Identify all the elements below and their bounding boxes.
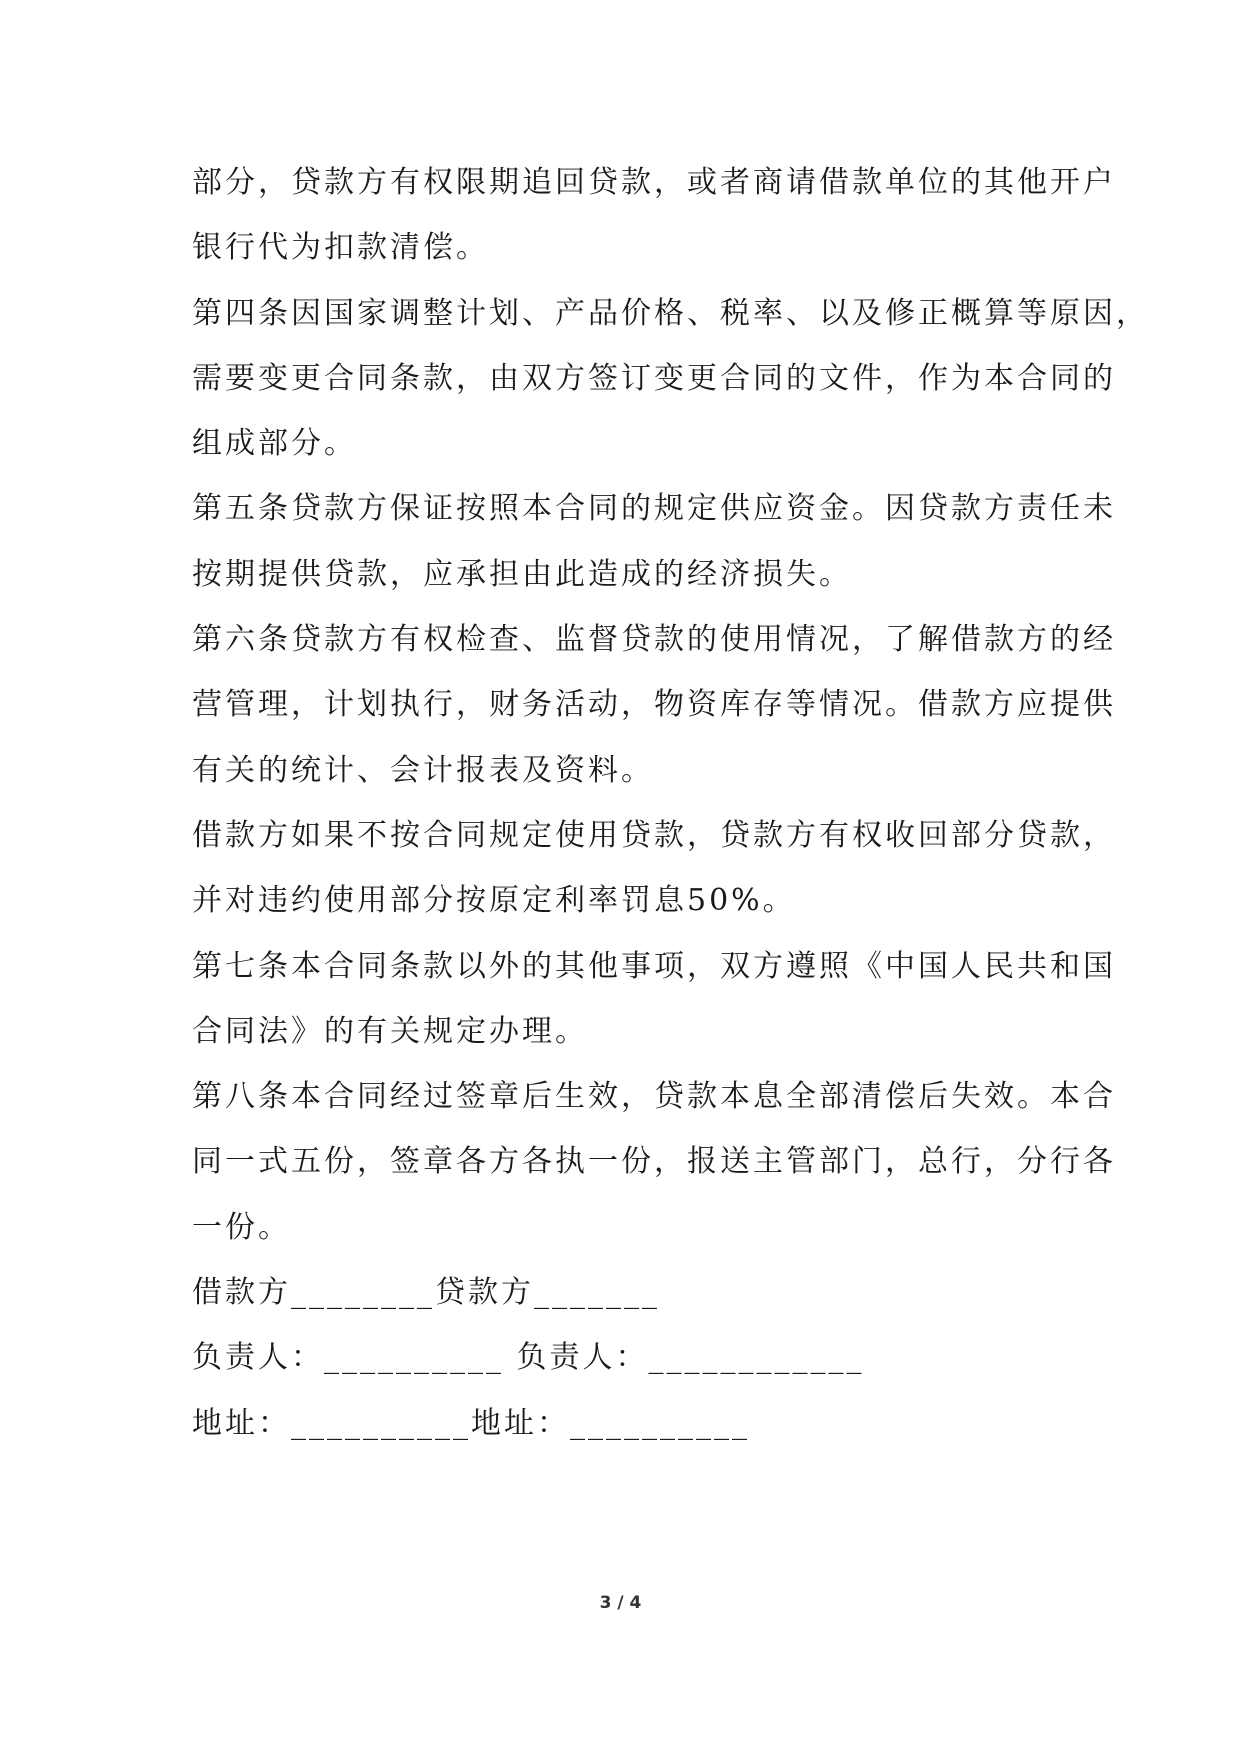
signature-line-parties: 借款方________贷款方_______ <box>192 1275 660 1311</box>
text-line: 第四条因国家调整计划、产品价格、税率、以及修正概算等原因， <box>192 295 1149 331</box>
text-line: 第七条本合同条款以外的其他事项，双方遵照《中国人民共和国 <box>192 948 1116 984</box>
page-number: 3 / 4 <box>599 1593 642 1613</box>
signature-line-address: 地址：__________地址：__________ <box>192 1405 750 1441</box>
text-line: 借款方如果不按合同规定使用贷款，贷款方有权收回部分贷款， <box>192 817 1116 853</box>
text-line: 银行代为扣款清偿。 <box>192 230 489 266</box>
text-line: 第六条贷款方有权检查、监督贷款的使用情况，了解借款方的经 <box>192 622 1116 658</box>
text-line: 第八条本合同经过签章后生效，贷款本息全部清偿后失效。本合 <box>192 1079 1116 1115</box>
signature-line-responsible: 负责人：__________ 负责人：____________ <box>192 1340 865 1376</box>
text-line: 有关的统计、会计报表及资料。 <box>192 752 654 788</box>
text-line: 部分，贷款方有权限期追回贷款，或者商请借款单位的其他开户 <box>192 165 1116 200</box>
text-line: 并对违约使用部分按原定利率罚息50%。 <box>192 883 796 919</box>
text-line: 第五条贷款方保证按照本合同的规定供应资金。因贷款方责任未 <box>192 491 1116 527</box>
document-body <box>192 150 1149 1456</box>
text-line: 组成部分。 <box>192 426 357 462</box>
text-line: 同一式五份，签章各方各执一份，报送主管部门，总行，分行各 <box>192 1144 1116 1180</box>
text-line: 营管理，计划执行，财务活动，物资库存等情况。借款方应提供 <box>192 687 1116 723</box>
text-line: 按期提供贷款，应承担由此造成的经济损失。 <box>192 556 852 592</box>
text-line: 合同法》的有关规定办理。 <box>192 1013 588 1049</box>
text-line: 一份。 <box>192 1209 291 1245</box>
text-line: 需要变更合同条款，由双方签订变更合同的文件，作为本合同的 <box>192 360 1116 396</box>
